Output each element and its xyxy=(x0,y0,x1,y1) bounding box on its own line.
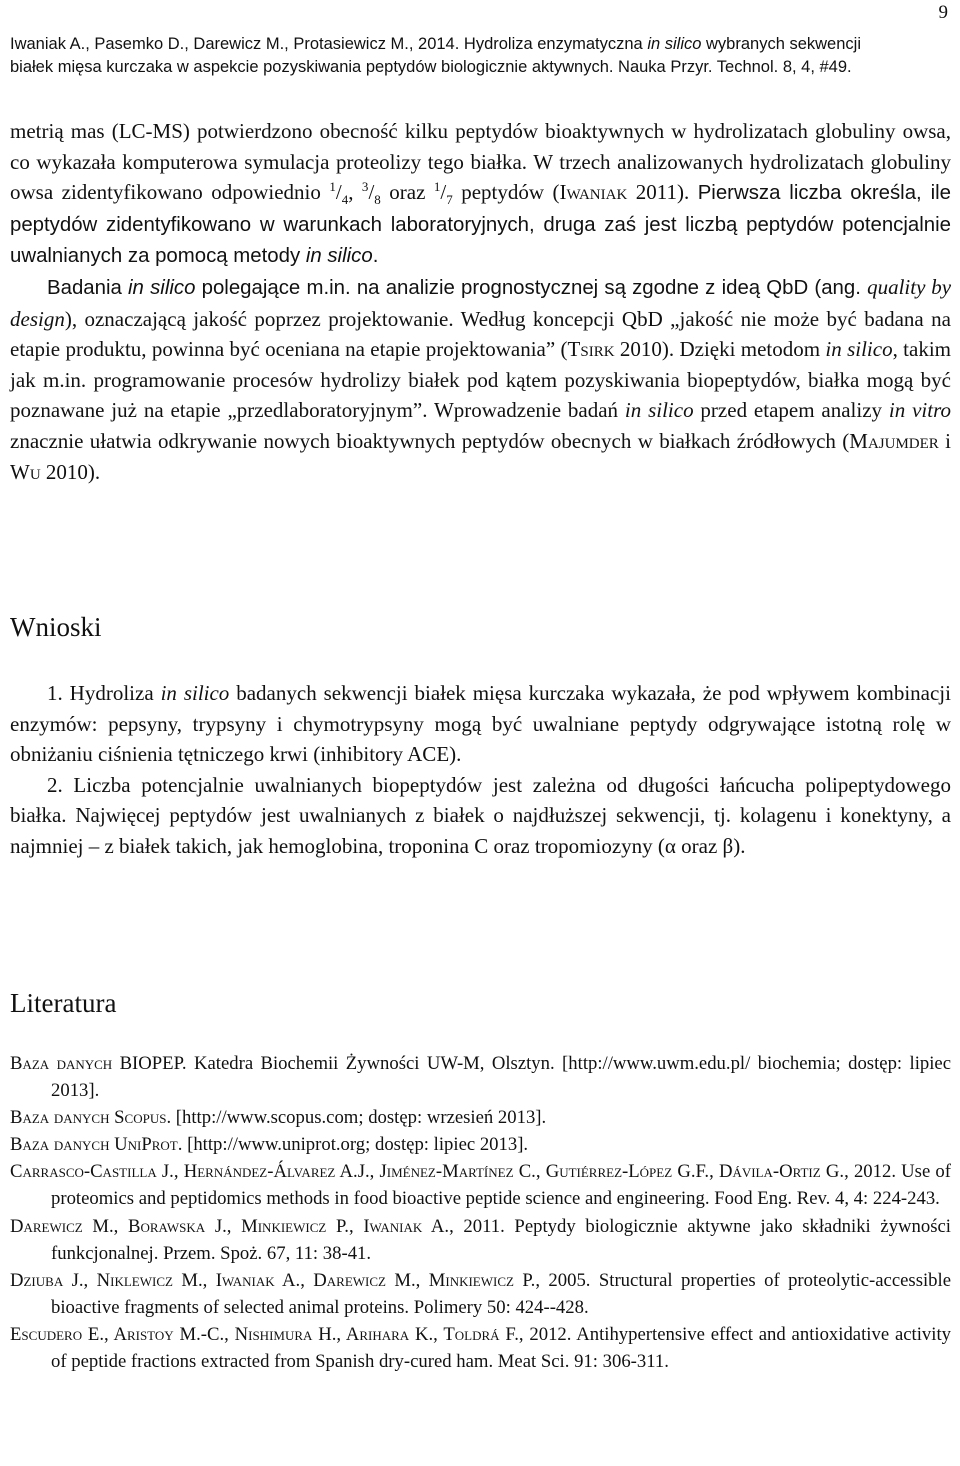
section-heading-wnioski: Wnioski xyxy=(10,612,102,642)
conclusions xyxy=(10,678,951,862)
reference-item: Baza danych BIOPEP. Katedra Biochemii Żywności UW-M, Olsztyn. [http://www.uwm.edu.pl/ biochemia; dostęp: lipiec 2013]. xyxy=(10,1053,952,1102)
paragraph-1: metrią mas (LC-MS) potwierdzono obecność kilku peptydów bioaktywnych w hydrolizatach globuliny owsa, co wykazała komputerowa symulacja proteolizy tego białka. W trzech analizowanych hydrolizatach globuliny owsa zidentyfikowano odpowiednio $^1/_4$, $^3/_8$ oraz $^1/_7$ peptydów (Iwaniak 2011). Pierwsza liczba określa, ile peptydów zidentyfikowano w warunkach laboratoryjnych, druga zaś jest liczbą peptydów potencjalnie uwalnianych za pomocą metody in silico. xyxy=(10,119,951,268)
section-heading-literatura: Literatura xyxy=(10,988,117,1018)
header-line-2: białek mięsa kurczaka w aspekcie pozyskiwania peptydów biologicznie aktywnych. Nauka Przyr. Technol. 8, 4, #49. xyxy=(10,58,852,76)
reference-item: Baza danych UniProt. [http://www.uniprot.org; dostęp: lipiec 2013]. xyxy=(10,1134,529,1156)
reference-item: Baza danych Scopus. [http://www.scopus.com; dostęp: wrzesień 2013]. xyxy=(10,1107,547,1129)
paragraph-2: Badania in silico polegające m.in. na analizie prognostycznej są zgodne z ideą QbD (ang. quality by design), oznaczającą jakość poprzez projektowanie. Według koncepcji QbD „jakość nie może być badana na etapie produktu, powinna być oceniana na etapie projektowania” (Tsirk 2010). Dzięki metodom in silico, takim jak m.in. programowanie procesów hydrolizy białek pod kątem pozyskiwania biopeptydów, białka mogą być poznawane już na etapie „przedlaboratoryjnym”. Wprowadzenie badań in silico przed etapem analizy in vitro znacznie ułatwia odkrywanie nowych bioaktywnych peptydów obecnych w białkach źródłowych (Majumder i Wu 2010). xyxy=(10,274,952,484)
header-line-1: Iwaniak A., Pasemko D., Darewicz M., Protasiewicz M., 2014. Hydroliza enzymatyczna in silico wybranych sekwencji xyxy=(10,35,861,53)
conclusion-2: 2. Liczba potencjalnie uwalnianych biopeptydów jest zależna od długości łańcucha polipeptydowego białka. Najwięcej peptydów jest uwalnianych z białek o najdłuższej sekwencji, tj. kolagenu i konektyny, a najmniej – z białek takich, jak hemoglobina, troponina C oraz tropomiozyny (α oraz β). xyxy=(10,772,951,858)
body-text xyxy=(10,116,951,487)
reference-item: Carrasco-Castilla J., Hernández-Álvarez A.J., Jiménez-Martínez C., Gutiérrez-López G.F., Dávila-Ortiz G., 2012. Use of proteomics and peptidomics methods in food bioactive peptide science and engineering. Food Eng. Rev. 4, 4: 224-243. xyxy=(10,1161,951,1210)
page-number: 9 xyxy=(938,2,948,23)
reference-item: Escudero E., Aristoy M.-C., Nishimura H., Arihara K., Toldrá F., 2012. Antihypertensive effect and antioxidative activity of peptide fractions extracted from Spanish dry-cured ham. Meat Sci. 91: 306-311. xyxy=(10,1323,951,1373)
reference-list xyxy=(10,1050,951,1375)
reference-item: Darewicz M., Borawska J., Minkiewicz P., Iwaniak A., 2011. Peptydy biologicznie aktywne jako składniki żywności funkcjonalnej. Przem. Spoż. 67, 11: 38-41. xyxy=(10,1215,951,1264)
reference-item: Dziuba J., Niklewicz M., Iwaniak A., Darewicz M., Minkiewicz P., 2005. Structural properties of proteolytic-accessible bioactive fragments of selected animal proteins. Polimery 50: 424--428. xyxy=(10,1269,951,1318)
running-header xyxy=(10,33,940,79)
conclusion-1: 1. Hydroliza in silico badanych sekwencji białek mięsa kurczaka wykazała, że pod wpływem kombinacji enzymów: pepsyny, trypsyny i chymotrypsyny mogą być uwalniane peptydy odgrywające istotną rolę w obniżaniu ciśnienia tętniczego krwi (inhibitory ACE). xyxy=(10,681,951,767)
